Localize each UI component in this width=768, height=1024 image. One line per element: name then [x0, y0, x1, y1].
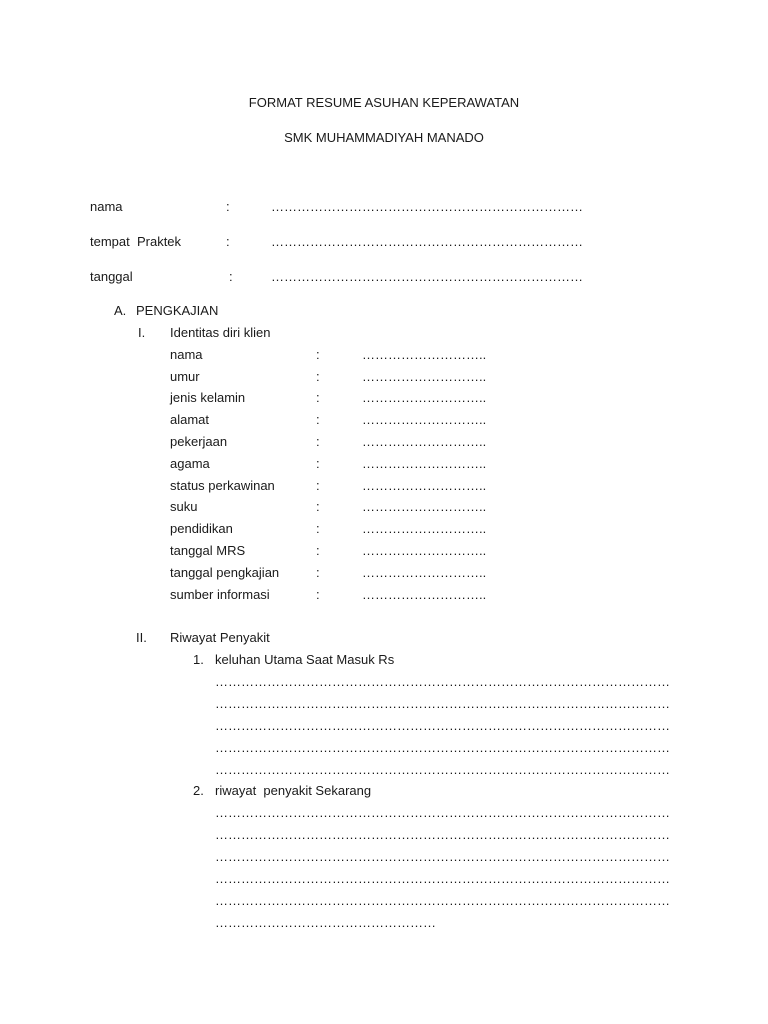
part-2-marker: II. [136, 630, 147, 645]
identity-colon: : [316, 478, 320, 493]
identity-blank: ……………………….. [362, 434, 487, 449]
blank-line: …………………………………………………………………………………………… [215, 740, 670, 755]
item-2-title: riwayat penyakit Sekarang [215, 783, 372, 798]
identity-label: tanggal MRS [170, 543, 246, 558]
identity-label: nama [170, 347, 203, 362]
blank-line: …………………………………………………………………………………………… [215, 871, 670, 886]
identity-blank: ……………………….. [362, 456, 487, 471]
identity-colon: : [316, 543, 320, 558]
identity-label: alamat [170, 412, 210, 427]
field-blank: ……………………………………………………………… [271, 269, 583, 284]
identity-colon: : [316, 434, 320, 449]
part-1-marker: I. [138, 325, 146, 340]
identity-label: pendidikan [170, 521, 233, 536]
identity-blank: ……………………….. [362, 347, 487, 362]
blank-line: …………………………………………………………………………………………… [215, 827, 670, 842]
blank-line: …………………………………………………………………………………………… [215, 893, 670, 908]
identity-blank: ……………………….. [362, 499, 487, 514]
field-colon: : [226, 234, 230, 249]
identity-colon: : [316, 587, 320, 602]
identity-label: agama [170, 456, 210, 471]
identity-blank: ……………………….. [362, 412, 487, 427]
section-a-marker: A. [114, 303, 127, 318]
identity-blank: ……………………….. [362, 587, 487, 602]
identity-label: pekerjaan [170, 434, 228, 449]
school-name: SMK MUHAMMADIYAH MANADO [284, 130, 484, 145]
identity-colon: : [316, 347, 320, 362]
identity-label: suku [170, 499, 198, 514]
identity-label: jenis kelamin [170, 390, 246, 405]
blank-line: …………………………………………… [215, 915, 436, 930]
identity-blank: ……………………….. [362, 521, 487, 536]
field-label: tanggal [90, 269, 133, 284]
blank-line: …………………………………………………………………………………………… [215, 805, 670, 820]
identity-label: sumber informasi [170, 587, 270, 602]
identity-colon: : [316, 456, 320, 471]
identity-colon: : [316, 499, 320, 514]
identity-colon: : [316, 390, 320, 405]
identity-label: tanggal pengkajian [170, 565, 280, 580]
field-blank: ……………………………………………………………… [271, 234, 583, 249]
item-1-title: keluhan Utama Saat Masuk Rs [215, 652, 395, 667]
identity-label: status perkawinan [170, 478, 275, 493]
field-colon: : [229, 269, 233, 284]
blank-line: …………………………………………………………………………………………… [215, 718, 670, 733]
identity-colon: : [316, 412, 320, 427]
blank-line: …………………………………………………………………………………………… [215, 762, 670, 777]
item-2-marker: 2. [193, 783, 204, 798]
identity-blank: ……………………….. [362, 369, 487, 384]
identity-colon: : [316, 369, 320, 384]
part-2-title: Riwayat Penyakit [170, 630, 270, 645]
field-colon: : [226, 199, 230, 214]
document-title: FORMAT RESUME ASUHAN KEPERAWATAN [248, 95, 520, 110]
identity-colon: : [316, 521, 320, 536]
field-label: tempat Praktek [90, 234, 182, 249]
part-1-title: Identitas diri klien [170, 325, 271, 340]
field-blank: ……………………………………………………………… [271, 199, 583, 214]
identity-blank: ……………………….. [362, 565, 487, 580]
section-a-title: PENGKAJIAN [136, 303, 219, 318]
blank-line: …………………………………………………………………………………………… [215, 674, 670, 689]
identity-blank: ……………………….. [362, 390, 487, 405]
item-1-marker: 1. [193, 652, 204, 667]
identity-colon: : [316, 565, 320, 580]
field-label: nama [90, 199, 123, 214]
blank-line: …………………………………………………………………………………………… [215, 849, 670, 864]
identity-blank: ……………………….. [362, 543, 487, 558]
blank-line: …………………………………………………………………………………………… [215, 696, 670, 711]
identity-label: umur [170, 369, 200, 384]
identity-blank: ……………………….. [362, 478, 487, 493]
